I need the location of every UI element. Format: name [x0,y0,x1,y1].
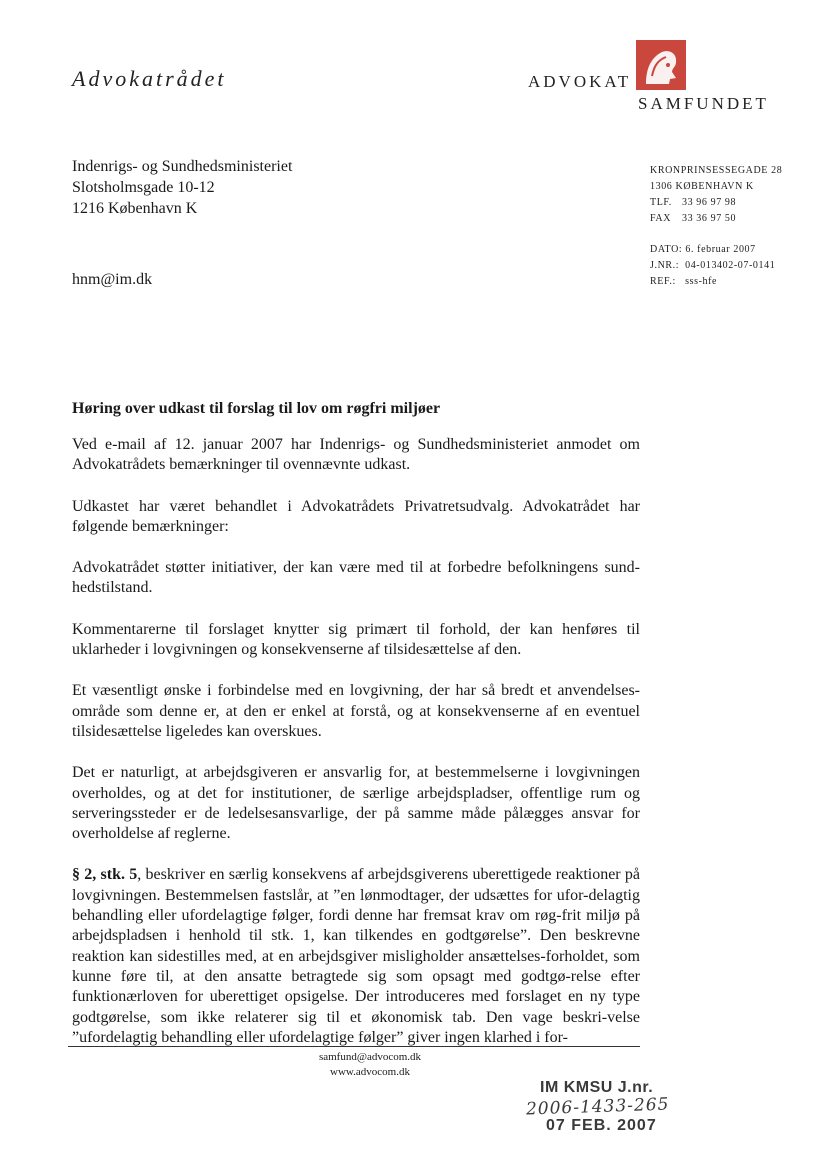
ref-label: REF.: [650,276,676,287]
recipient-address [72,156,292,219]
tlf-value: 33 96 97 98 [682,197,737,208]
fax-value: 33 36 97 50 [682,213,737,224]
jnr-label: J.NR.: [650,260,680,271]
stamp-handwritten-number: 2006-1433-265 [525,1094,670,1120]
sender-fax [650,211,782,227]
body-paragraph: Ved e-mail af 12. januar 2007 har Indenrigs- og Sundhedsministeriet anmodet om Advokatrådets bemærkninger til ovennævnte udkast. [72,436,640,474]
recipient-line: Indenrigs- og Sundhedsministeriet [72,158,293,175]
body-paragraph: Advokatrådet støtter initiativer, der kan være med til at forbedre befolkningens sund-hedstilstand. [72,559,640,597]
sender-city: 1306 KØBENHAVN K [650,181,754,192]
body-paragraph-text: , beskriver en særlig konsekvens af arbejdsgiverens uberettigede reaktioner på lovgivningen. Bestemmelsen fastslår, at ”en lønmodtager, der udsættes for ufor-delagtig behandling eller ufordelagtige følger, fordi denne har fremsat krav om røg-frit miljø på arbejdspladsen i henhold til stk. 1, kan tilkendes en godtgørelse”. Den beskrevne reaktion kan sidestilles med, at en arbejdsgiver misligholder ansættelses-forholdet, som kunne føre til, at den ansatte betragtede sig som opsagt med godtgø-relse efter funktionærloven for uberettiget opsigelse. Der introduceres med forslaget en ny type godtgørelse, som ikke relaterer sig til et økonomisk tab. Den vage beskri-velse ”ufordelagtig behandling eller ufordelagtige følger” giver ingen klarhed i for- [72,866,641,1046]
letterhead-samfundet: SAMFUNDET [638,94,769,113]
body-paragraph [72,865,640,1048]
letter-subject: Høring over udkast til forslag til lov om røgfri miljøer [72,400,441,417]
ref-value: sss-hfe [685,276,718,287]
body-paragraph: Kommentarerne til forslaget knytter sig primært til forhold, der kan henføres til uklarheder i lovgivningen og konsekvenserne af tilsidesættelse af den. [72,620,640,659]
recipient-email: hnm@im.dk [72,271,153,288]
footer-web: www.advocom.dk [330,1066,410,1078]
fax-label: FAX [650,213,672,224]
body-paragraph: Udkastet har været behandlet i Advokatrådets Privatretsudvalg. Advokatrådet har følgende bemærkninger: [72,497,640,535]
body-paragraph: Et væsentligt ønske i forbindelse med en lovgivning, der har så bredt et anvendelses-område som denne er, at den er enkel at forstå, og at konsekvenserne af en eventuel tilsidesættelse ligeledes kan overskues. [72,682,640,740]
sender-dato [650,242,782,258]
tlf-label: TLF. [650,197,672,208]
footer-divider [68,1046,640,1047]
letterhead-left-name: Advokatrådet [72,66,227,91]
sender-block [650,163,782,290]
jnr-value: 04-013402-07-0141 [685,260,776,271]
section-reference: § 2, stk. 5 [72,866,138,884]
dato-label: DATO: [650,244,683,255]
body-paragraph: Det er naturligt, at arbejdsgiveren er ansvarlig for, at bestemmelserne i lovgivningen overholdes, og at det for institutioner, de særlige arbejdspladser, offentlige rum og serveringssteder er de ledelsesansvarlige, der på samme måde pålægges ansvar for overholdelse af reglerne. [72,764,640,843]
stamp-title: IM KMSU J.nr. [540,1079,654,1096]
dato-value: 6. februar 2007 [685,244,756,255]
received-stamp [525,1079,670,1135]
stamp-date: 07 FEB. 2007 [546,1117,657,1134]
letterhead-advokat: ADVOKAT [528,72,632,91]
footer-email: samfund@advocom.dk [318,1051,422,1063]
sender-tlf [650,195,782,211]
recipient-line: 1216 København K [72,200,198,217]
sender-street: KRONPRINSESSEGADE 28 [650,165,783,176]
sender-jnr [650,258,782,274]
sender-ref [650,274,782,290]
recipient-line: Slotsholmsgade 10-12 [72,179,215,196]
helmeted-head-logo-icon [636,40,686,90]
letter-body [72,435,640,1069]
footer [250,1050,490,1080]
